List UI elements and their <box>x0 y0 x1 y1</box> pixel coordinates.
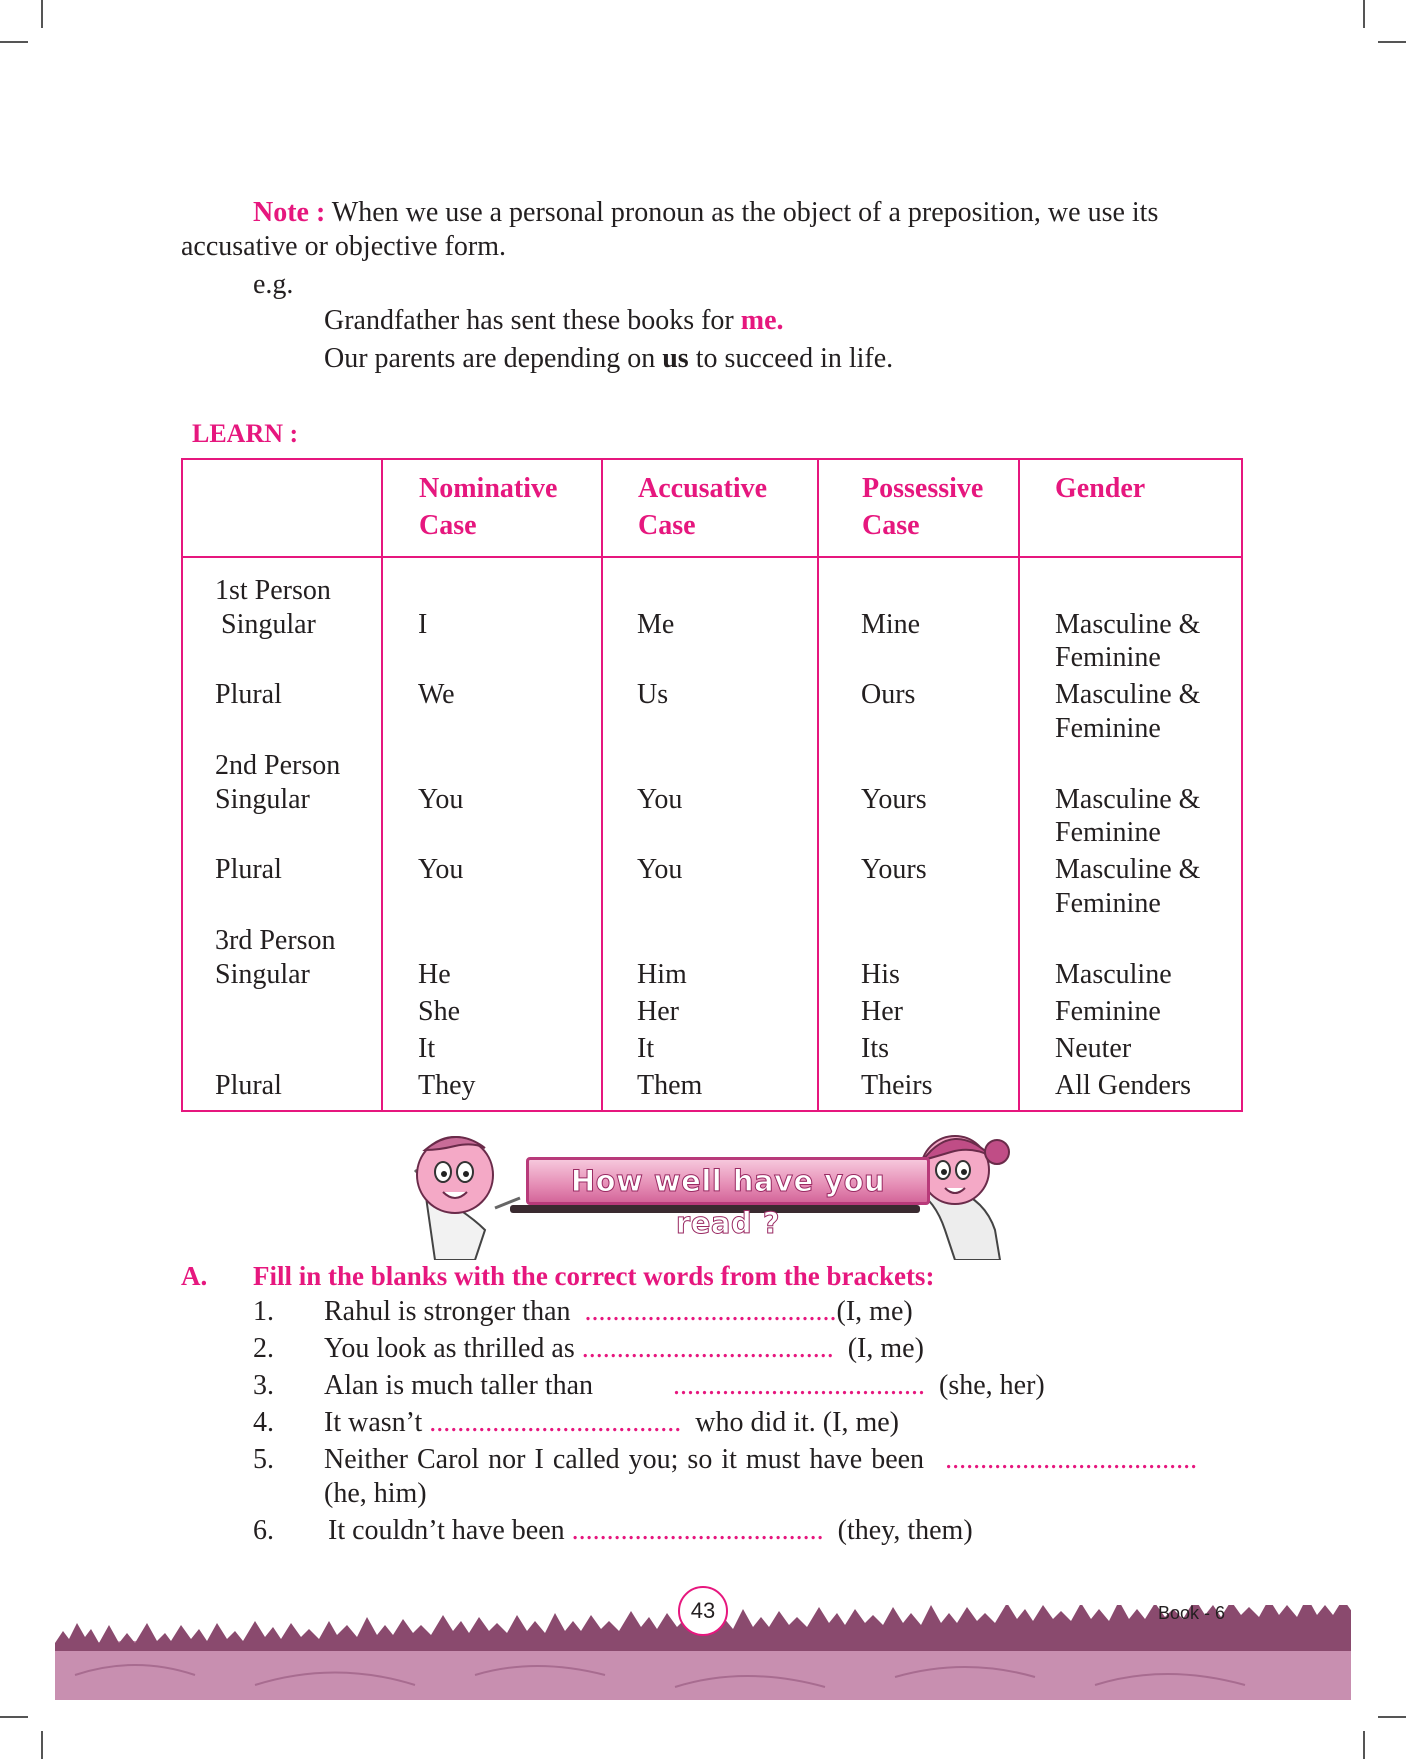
example-1 <box>324 304 784 338</box>
table-cell: He <box>418 959 451 990</box>
crop-mark <box>0 1716 28 1718</box>
table-cell: His <box>861 959 900 990</box>
row-label: 1st Person <box>215 575 331 606</box>
pronoun-table <box>181 458 1243 1112</box>
crop-mark <box>0 41 28 43</box>
table-cell: You <box>637 784 683 815</box>
page-number: 43 <box>678 1586 728 1636</box>
list-item: Rahul is stronger than ....................................(I, me) <box>324 1296 913 1327</box>
header-nominative: Nominative Case <box>419 473 558 541</box>
table-cell: Her <box>861 996 903 1027</box>
table-cell: Masculine & <box>1055 609 1201 640</box>
exercise-letter: A. <box>181 1261 208 1291</box>
row-label: Plural <box>215 1070 282 1101</box>
note-text: When we use a personal pronoun as the object of a preposition, we use its <box>331 197 1159 228</box>
example-1-emphasis: me. <box>740 305 784 336</box>
item-number: 1. <box>253 1296 274 1327</box>
table-cell: Ours <box>861 679 916 710</box>
list-item-continued: (he, him) <box>324 1478 427 1509</box>
blank[interactable]: .................................... <box>429 1407 682 1438</box>
table-cell: Me <box>637 609 675 640</box>
item-number: 6. <box>253 1515 274 1546</box>
table-cell: Masculine <box>1055 959 1172 990</box>
note-line-2: accusative or objective form. <box>181 231 506 262</box>
row-label: Singular <box>221 609 316 640</box>
banner <box>526 1157 930 1240</box>
table-cell: All Genders <box>1055 1070 1192 1101</box>
blank[interactable]: .................................... <box>673 1370 925 1401</box>
crop-mark <box>1363 1731 1365 1759</box>
row-label: Singular <box>215 784 310 815</box>
table-cell: Masculine & <box>1055 854 1201 885</box>
crop-mark <box>1363 0 1365 28</box>
table-cell: It <box>418 1033 436 1064</box>
list-item: It wasn’t .................................... who did it. (I, me) <box>324 1407 899 1438</box>
header-accusative: Accusative Case <box>638 473 768 541</box>
header-possessive: Possessive Case <box>862 473 984 541</box>
table-cell: Feminine <box>1055 817 1161 848</box>
table-cell: Masculine & <box>1055 679 1201 710</box>
row-label: 3rd Person <box>215 925 336 956</box>
table-cell: You <box>418 854 464 885</box>
example-2-emphasis: us <box>662 343 689 374</box>
list-item: You look as thrilled as .................................... (I, me) <box>324 1333 924 1364</box>
table-cell: I <box>418 609 428 640</box>
crop-mark <box>1378 41 1406 43</box>
table-cell: Her <box>637 996 679 1027</box>
table-cell: She <box>418 996 460 1027</box>
item-number: 2. <box>253 1333 274 1364</box>
table-cell: Yours <box>861 854 927 885</box>
learn-title: LEARN : <box>192 419 299 448</box>
item-number: 4. <box>253 1407 274 1438</box>
boy-cartoon-icon <box>415 1137 520 1260</box>
list-item: Alan is much taller than <box>324 1370 594 1401</box>
crop-mark <box>41 1731 43 1759</box>
row-label: Plural <box>215 854 282 885</box>
blank[interactable]: .................................... <box>581 1333 834 1364</box>
table-cell: They <box>418 1070 476 1101</box>
table-cell: Theirs <box>861 1070 933 1101</box>
table-cell: Feminine <box>1055 996 1161 1027</box>
table-cell: It <box>637 1033 655 1064</box>
item-number: 3. <box>253 1370 274 1401</box>
book-label: Book - 6 <box>1158 1603 1226 1623</box>
example-2 <box>324 342 893 376</box>
note-line-1 <box>253 196 1158 230</box>
example-1-text: Grandfather has sent these books for <box>324 305 734 336</box>
table-cell: You <box>637 854 683 885</box>
row-label: 2nd Person <box>215 750 341 781</box>
note-label: Note : <box>253 197 326 228</box>
table-cell: Him <box>637 959 687 990</box>
blank[interactable]: .................................... <box>584 1296 837 1327</box>
table-cell: Feminine <box>1055 888 1161 919</box>
table-cell: We <box>418 679 455 710</box>
table-cell: Feminine <box>1055 713 1161 744</box>
list-item: It couldn’t have been .................................... (they, them) <box>328 1515 973 1546</box>
blank[interactable]: .................................... <box>945 1444 1198 1475</box>
table-cell: Yours <box>861 784 927 815</box>
crop-mark <box>41 0 43 28</box>
crop-mark <box>1378 1716 1406 1718</box>
header-divider <box>183 556 1241 558</box>
table-cell: Them <box>637 1070 703 1101</box>
table-cell: You <box>418 784 464 815</box>
blank[interactable]: .................................... <box>571 1515 824 1546</box>
table-cell: Mine <box>861 609 921 640</box>
table-cell: Its <box>861 1033 889 1064</box>
exercise-instruction: Fill in the blanks with the correct words from the brackets: <box>253 1261 935 1291</box>
eg-label: e.g. <box>253 269 294 300</box>
item-number: 5. <box>253 1444 274 1475</box>
banner-text: How well have you read ? <box>570 1164 886 1240</box>
row-label: Plural <box>215 679 282 710</box>
list-item: Neither Carol nor I called you; so it must have been .................................... <box>324 1444 1198 1475</box>
table-cell: Neuter <box>1055 1033 1132 1064</box>
table-cell: Us <box>637 679 669 710</box>
table-cell: Feminine <box>1055 642 1161 673</box>
header-gender: Gender <box>1055 473 1146 504</box>
row-label: Singular <box>215 959 310 990</box>
list-item: .................................... (she, her) <box>673 1370 1045 1401</box>
table-cell: Masculine & <box>1055 784 1201 815</box>
example-2-text: Our parents are depending on <box>324 343 656 374</box>
example-2-text-end: to succeed in life. <box>695 343 894 374</box>
